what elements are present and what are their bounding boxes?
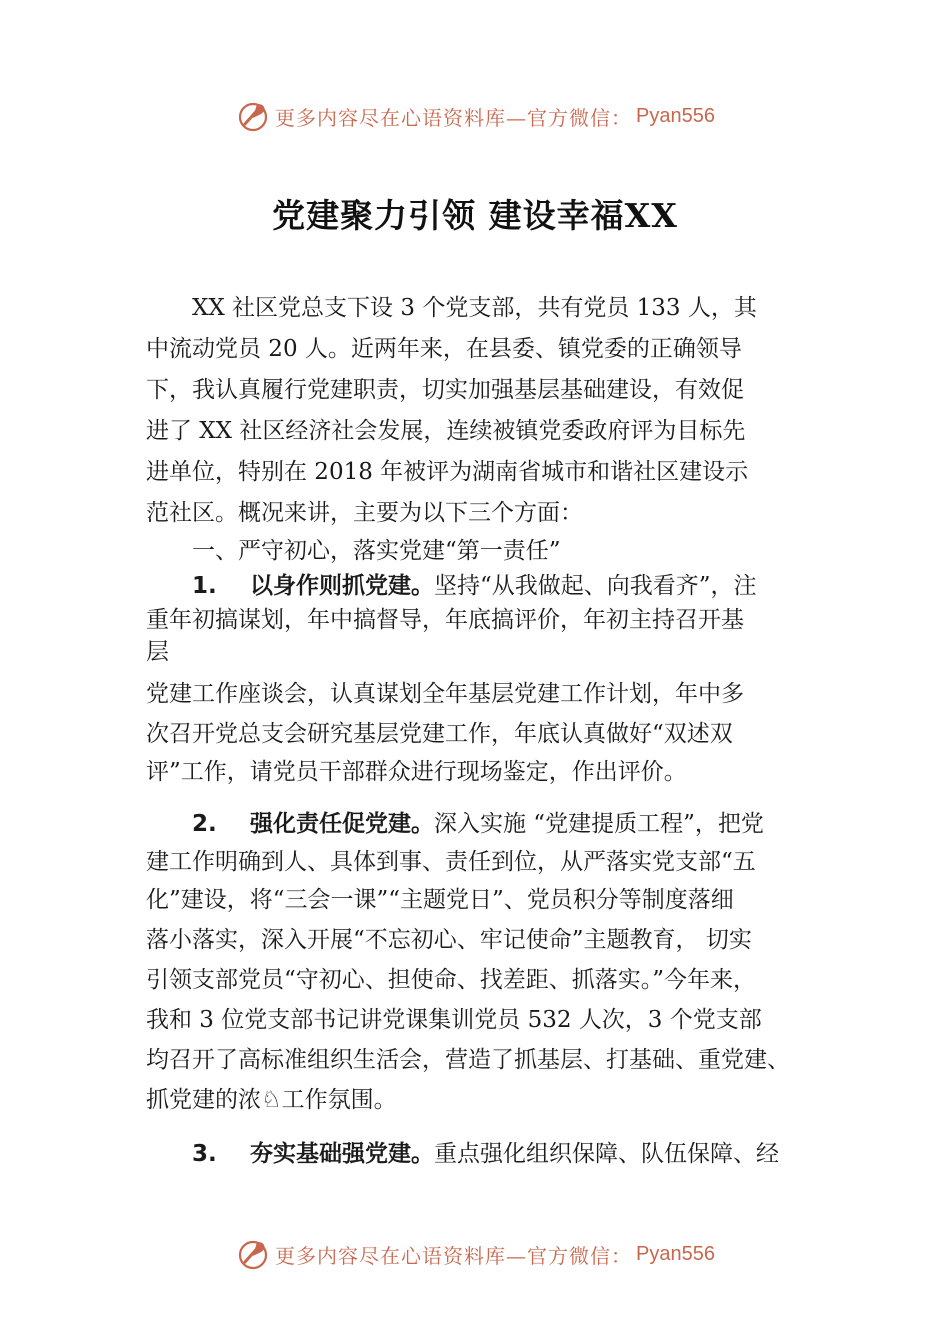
item2-text: 深入实施 “党建提质工程”，把党 — [434, 811, 764, 837]
watermark-wechat-id: Pyan556 — [636, 104, 715, 127]
watermark-wechat-id: Pyan556 — [636, 1242, 715, 1265]
item1-first-line — [146, 568, 836, 604]
item2-line: 化”建设，将“三会一课”“主题党日”、党员积分等制度落细 — [146, 887, 734, 913]
item1-line: 层 — [146, 639, 169, 665]
item3-text: 重点强化组织保障、队伍保障、经 — [434, 1141, 779, 1167]
item2-line: 均召开了高标准组织生活会，营造了抓基层、打基础、重党建、 — [146, 1047, 790, 1073]
quill-logo-icon — [235, 1236, 271, 1272]
intro-line: 中流动党员 20 人。近两年来，在县委、镇党委的正确领导 — [146, 336, 742, 362]
item2-line: 引领支部党员“守初心、担使命、找差距、抓落实。”今年来， — [146, 967, 757, 993]
item3-number: 3. — [192, 1141, 217, 1167]
intro-line: XX 社区党总支下设 3 个党支部，共有党员 133 人，其 — [192, 295, 757, 321]
document-title: 党建聚力引领 建设幸福XX — [272, 196, 678, 235]
watermark-banner-top — [0, 96, 950, 136]
item1-line: 次召开党总支会研究基层党建工作，年底认真做好“双述双 — [146, 721, 733, 747]
item1-line: 评”工作，请党员干部群众进行现场鉴定，作出评价。 — [146, 759, 687, 785]
quill-logo-icon — [235, 98, 271, 134]
item2-line: 我和 3 位党支部书记讲党课集训党员 532 人次，3 个党支部 — [146, 1007, 762, 1033]
document-body — [146, 288, 836, 1175]
intro-line: 下，我认真履行党建职责，切实加强基层基础建设，有效促 — [146, 377, 744, 403]
item3-heading: 夯实基础强党建。 — [250, 1141, 434, 1167]
item1-text: 坚持“从我做起、向我看齐”，注 — [434, 573, 757, 599]
intro-line: 进单位，特别在 2018 年被评为湖南省城市和谐社区建设示 — [146, 459, 749, 485]
item2-number: 2. — [192, 811, 217, 837]
item3-first-line — [146, 1134, 836, 1175]
item1-number: 1. — [192, 573, 217, 599]
item1-heading: 以身作则抓党建。 — [250, 573, 434, 599]
intro-line: 范社区。概况来讲，主要为以下三个方面： — [146, 500, 583, 526]
watermark-banner-bottom — [0, 1234, 950, 1274]
watermark-text: 更多内容尽在心语资料库—官方微信： — [275, 1243, 633, 1268]
intro-line: 进了 XX 社区经济社会发展，连续被镇党委政府评为目标先 — [146, 418, 746, 444]
watermark-text: 更多内容尽在心语资料库—官方微信： — [275, 105, 633, 130]
item2-line: 抓党建的浓♘工作氛围。 — [146, 1087, 397, 1113]
section-heading: 一、严守初心，落实党建“第一责任” — [192, 538, 561, 564]
item1-line: 党建工作座谈会，认真谋划全年基层党建工作计划，年中多 — [146, 681, 744, 707]
item2-heading: 强化责任促党建。 — [250, 811, 434, 837]
item2-line: 建工作明确到人、具体到事、责任到位，从严落实党支部“五 — [146, 849, 756, 875]
item2-line: 落小落实，深入开展“不忘初心、牢记使命”主题教育， 切实 — [146, 927, 752, 953]
item1-line: 重年初搞谋划，年中搞督导，年底搞评价，年初主持召开基 — [146, 607, 744, 633]
item2-first-line — [146, 804, 836, 842]
